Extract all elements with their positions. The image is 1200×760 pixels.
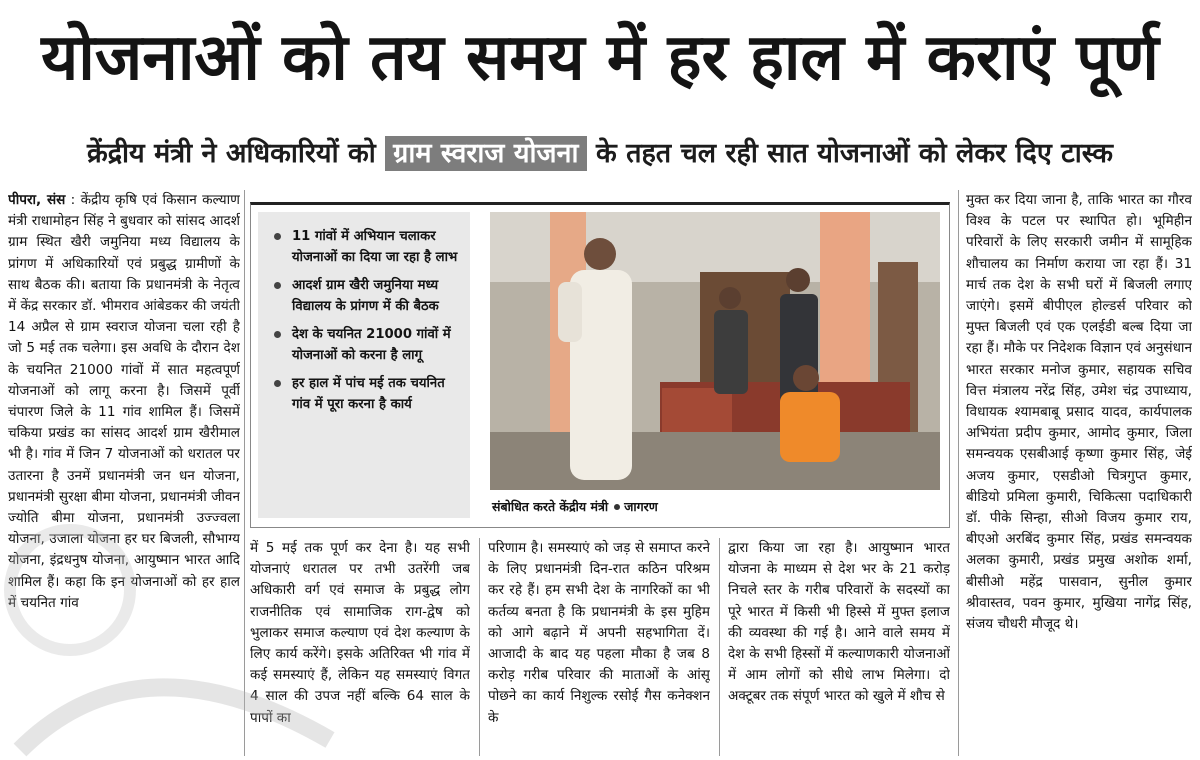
news-photo: [490, 212, 940, 490]
subhead-highlight: ग्राम स्वराज योजना: [385, 136, 586, 171]
highlight-item: 11 गांवों में अभियान चलाकर योजनाओं का दिया जा रहा है लाभ: [272, 226, 460, 268]
subhead-before: क्रेंद्रीय मंत्री ने अधिकारियों को: [86, 138, 376, 169]
headline: योजनाओं को तय समय में हर हाल में कराएं पूर्ण: [41, 21, 1159, 95]
column-divider: [479, 538, 480, 756]
bullet-icon: [614, 504, 620, 510]
column-divider: [719, 538, 720, 756]
bullet-icon: [274, 282, 281, 289]
col1-text: : केंद्रीय कृषि एवं किसान कल्याण मंत्री राधामोहन सिंह ने बुधवार को सांसद आदर्श ग्राम स्थित खैरी जमुनिया मध्य विद्यालय के प्रांगण में अधिकारियों एवं प्रबुद्ध ग्रामीणों के साथ बैठक की। बताया कि प्रधानमंत्री के नेतृत्व में केंद्र सरकार डॉ. भीमराव आंबेडकर की जयंती 14 अप्रैल से ग्राम स्वराज योजना चला रही है जो 5 मई तक चलेगा। इस अवधि के दौरान देश के चयनित 21000 गांवों में सात महत्वपूर्ण योजनाओं को लागू करना है। जिसमें पूर्वी चंपारण जिले के 11 गांव शामिल हैं। जिसमें चकिया प्रखंड का सांसद आदर्श ग्राम खैरीमाल भी है। गांव में जिन 7 योजनाओं को धरातल पर उतारना है उनमें प्रधानमंत्री जन धन योजना, प्रधानमंत्री सुरक्षा बीमा योजना, प्रधानमंत्री जीवन ज्योति बीमा योजना, प्रधानमंत्री उज्ज्वला योजना, उजाला योजना हर घर बिजली, सौभाग्य योजना, इंद्रधनुष योजना, आयुष्मान भारत आदि शामिल हैं। कहा कि इन योजनाओं को हर हाल में चयनित गांव: [8, 192, 240, 611]
column-divider: [958, 190, 959, 756]
highlight-item: हर हाल में पांच मई तक चयनित गांव में पूरा करना है कार्य: [272, 373, 460, 415]
highlight-item: आदर्श ग्राम खैरी जमुनिया मध्य विद्यालय के प्रांगण में की बैठक: [272, 275, 460, 317]
article-column-4: द्वारा किया जा रहा है। आयुष्मान भारत योजना के माध्यम से देश भर के 21 करोड़ निचले स्तर के गरीब परिवारों के सदस्यों का पूरे भारत में किसी भी हिस्से में मुफ्त इलाज की व्यवस्था की गई है। आने वाले समय में देश के सभी हिस्सों में कल्याणकारी योजनाओं में आम लोगों को सीधे लाभ मिलेगा। दो अक्टूबर तक संपूर्ण भारत को खुले में शौच से: [728, 540, 950, 705]
article-column-1: [8, 190, 240, 756]
dateline: पीपरा, संस: [8, 192, 66, 208]
photo-caption: [492, 496, 942, 518]
article-column-2: में 5 मई तक पूर्ण कर देना है। यह सभी योजनाएं धरातल पर तभी उतरेंगी जब अधिकारी वर्ग एवं समाज के प्रबुद्ध लोग राजनीतिक एवं सामाजिक राग-द्वेष को भुलाकर समाज कल्याण एवं देश कल्याण के लिए कार्य करेंगे। इसके अतिरिक्त भी गांव में कई समस्याएं हैं, लेकिन यह समस्याएं विगत 4 साल की उपज नहीं बल्कि 64 साल के पापों का: [250, 540, 470, 726]
highlight-points: [258, 212, 470, 518]
caption-text: संबोधित करते केंद्रीय मंत्री: [492, 499, 609, 514]
column-divider: [244, 190, 245, 756]
bullet-icon: [274, 380, 281, 387]
article-column-5: मुक्त कर दिया जाना है, ताकि भारत का गौरव विश्व के पटल पर स्थापित हो। भूमिहीन परिवारों के लिए सरकारी जमीन में सामूहिक शौचालय का निर्माण कराया जा रहा हैं। 31 मार्च तक देश के सभी घरों में बिजली लगाए जाएंगे। इसमें बीपीएल होल्डर्स परिवार को मुफ्त बिजली एवं एक एलईडी बल्ब दिया जा रहा हैं। मौके पर निदेशक विज्ञान एवं अनुसंधान भारत सरकार मनोज कुमार, सहायक सचिव वित्त मंत्रालय नरेंद्र सिंह, उमेश चंद्र उपाध्याय, विधायक श्यामबाबू प्रसाद यादव, कार्यपालक अभियंता प्रदीप कुमार, आमोद कुमार, जिला समन्वयक एसबीआई कृष्णा कुमार सिंह, जेई अजय कुमार, एसडीओ चित्रगुप्त कुमार, बीडियो प्रमिला कुमारी, चिकित्सा पदाधिकारी डॉ. पीके सिन्हा, सीओ विजय कुमार राय, बीएओ अरबिंद कुमार सिंह, प्रखंड समन्वयक अलका कुमारी, प्रखंड प्रमुख अशोक शर्मा, बीसीओ महेंद्र पासवान, सुनील कुमार श्रीवास्तव, पवन कुमार, मुखिया नागेंद्र सिंह, संजय चौधरी मौजूद थे।: [966, 192, 1192, 633]
article-column-3: परिणाम है। समस्याएं को जड़ से समाप्त करने के लिए प्रधानमंत्री दिन-रात कठिन परिश्रम कर रहे हैं। हम सभी देश के नागरिकों का भी कर्तव्य बनता है कि प्रधानमंत्री के इस मुहिम को आगे बढ़ाने में अपनी सहभागिता दें। आजादी के बाद यह पहला मौका है जब 8 करोड़ गरीब परिवार की माताओं के आंसू पोछने का कार्य निशुल्क रसोई गैस कनेक्शन के: [488, 540, 710, 726]
bullet-icon: [274, 331, 281, 338]
bullet-icon: [274, 233, 281, 240]
highlight-item: देश के चयनित 21000 गांवों में योजनाओं को करना है लागू: [272, 324, 460, 366]
subhead-after: के तहत चल रही सात योजनाओं को लेकर दिए टास्क: [595, 138, 1114, 169]
subheadline: [0, 128, 1200, 180]
photo-credit: जागरण: [624, 499, 658, 514]
